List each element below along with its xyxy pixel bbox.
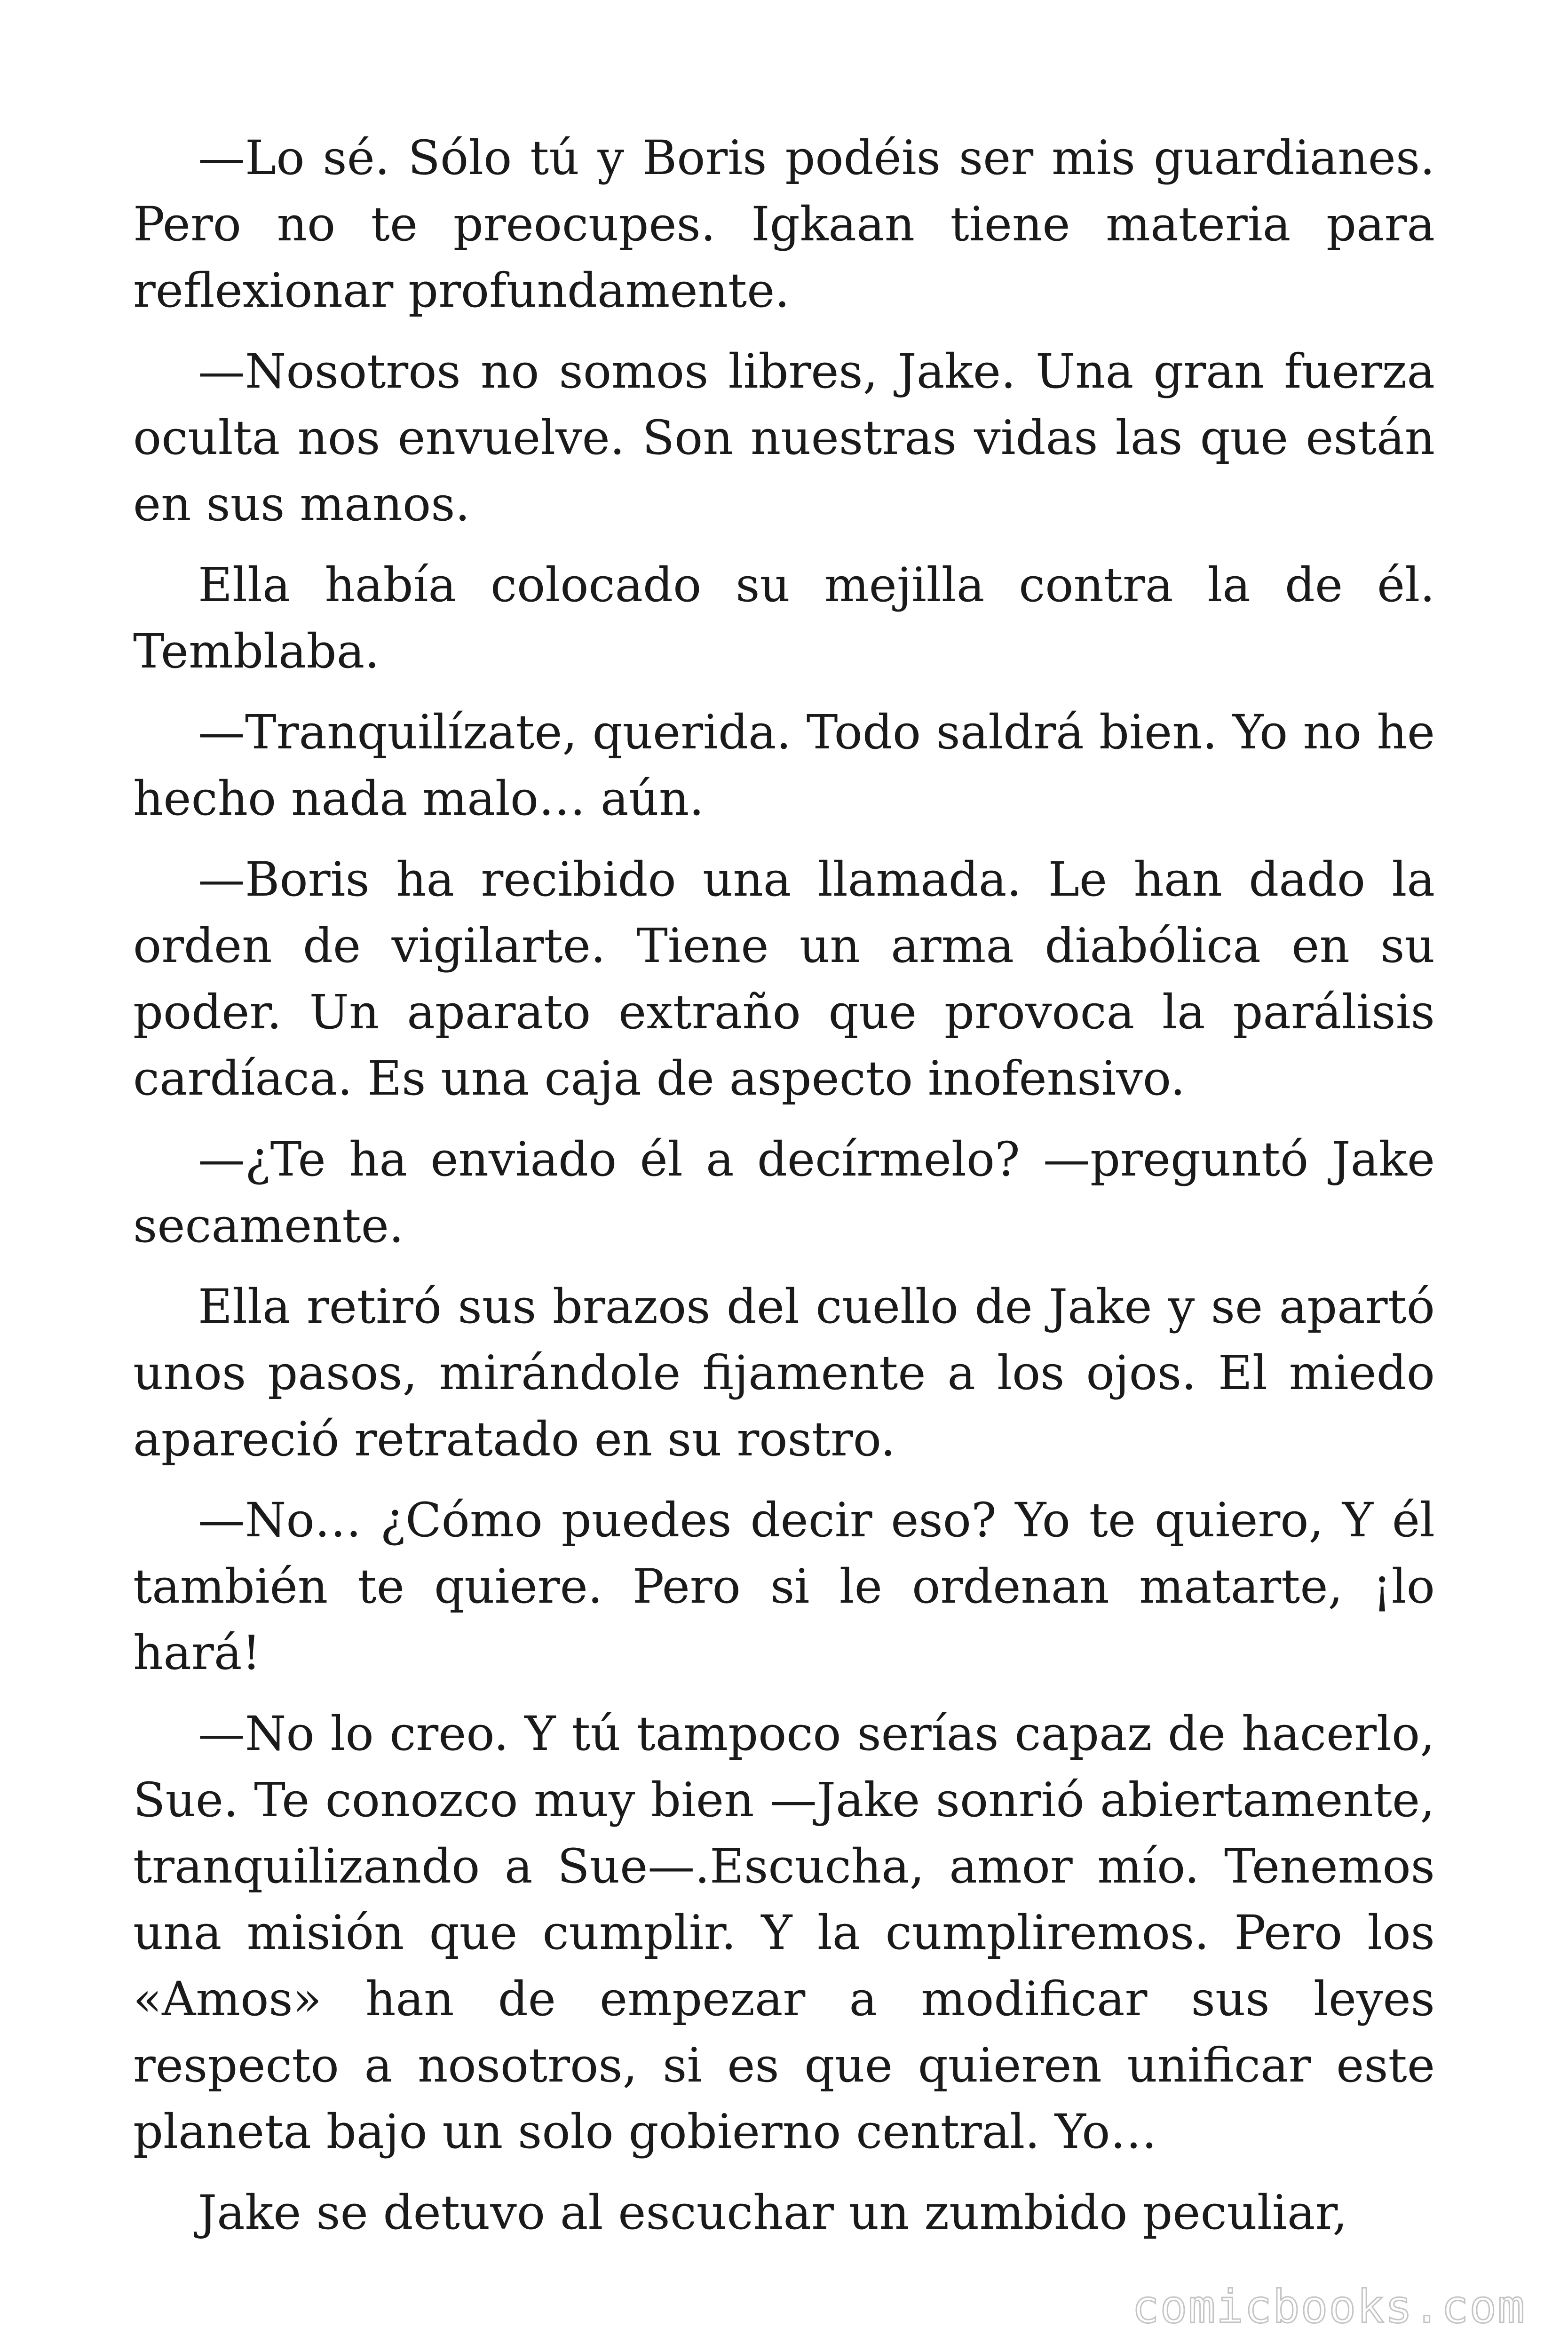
paragraph-8: —No… ¿Cómo puedes decir eso? Yo te quiero, Y él también te quiere. Pero si le ordenan matarte, ¡lo hará! (133, 1493, 1435, 1680)
paragraph-6: —¿Te ha enviado él a decírmelo? —preguntó Jake secamente. (133, 1132, 1435, 1253)
paragraph-9: —No lo creo. Y tú tampoco serías capaz de hacerlo, Sue. Te conozco muy bien —Jake sonrió abiertamente, tranquilizando a Sue—.Escucha, amor mío. Tenemos una misión que cumplir. Y la cumpliremos. Pero los «Amos» han de empezar a modificar sus leyes respecto a nosotros, si es que quieren unificar este planeta bajo un solo gobierno central. Yo… (133, 1706, 1435, 2159)
paragraph-7: Ella retiró sus brazos del cuello de Jake y se apartó unos pasos, mirándole fijamente a los ojos. El miedo apareció retratado en su rostro. (133, 1279, 1435, 1467)
text-body (133, 125, 1435, 2246)
watermark: comicbooks.com (1132, 2280, 1526, 2333)
paragraph-3: Ella había colocado su mejilla contra la de él. Temblaba. (133, 557, 1435, 679)
paragraph-4: —Tranquilízate, querida. Todo saldrá bien. Yo no he hecho nada malo… aún. (133, 705, 1435, 826)
paragraph-1: —Lo sé. Sólo tú y Boris podéis ser mis guardianes. Pero no te preocupes. Igkaan tiene materia para reflexionar profundamente. (133, 130, 1435, 318)
paragraph-10: Jake se detuvo al escuchar un zumbido peculiar, (198, 2185, 1348, 2240)
paragraph-2: —Nosotros no somos libres, Jake. Una gran fuerza oculta nos envuelve. Son nuestras vidas las que están en sus manos. (133, 344, 1435, 532)
paragraph-5: —Boris ha recibido una llamada. Le han dado la orden de vigilarte. Tiene un arma diabólica en su poder. Un aparato extraño que provoca la parálisis cardíaca. Es una caja de aspecto inofensivo. (133, 852, 1435, 1106)
